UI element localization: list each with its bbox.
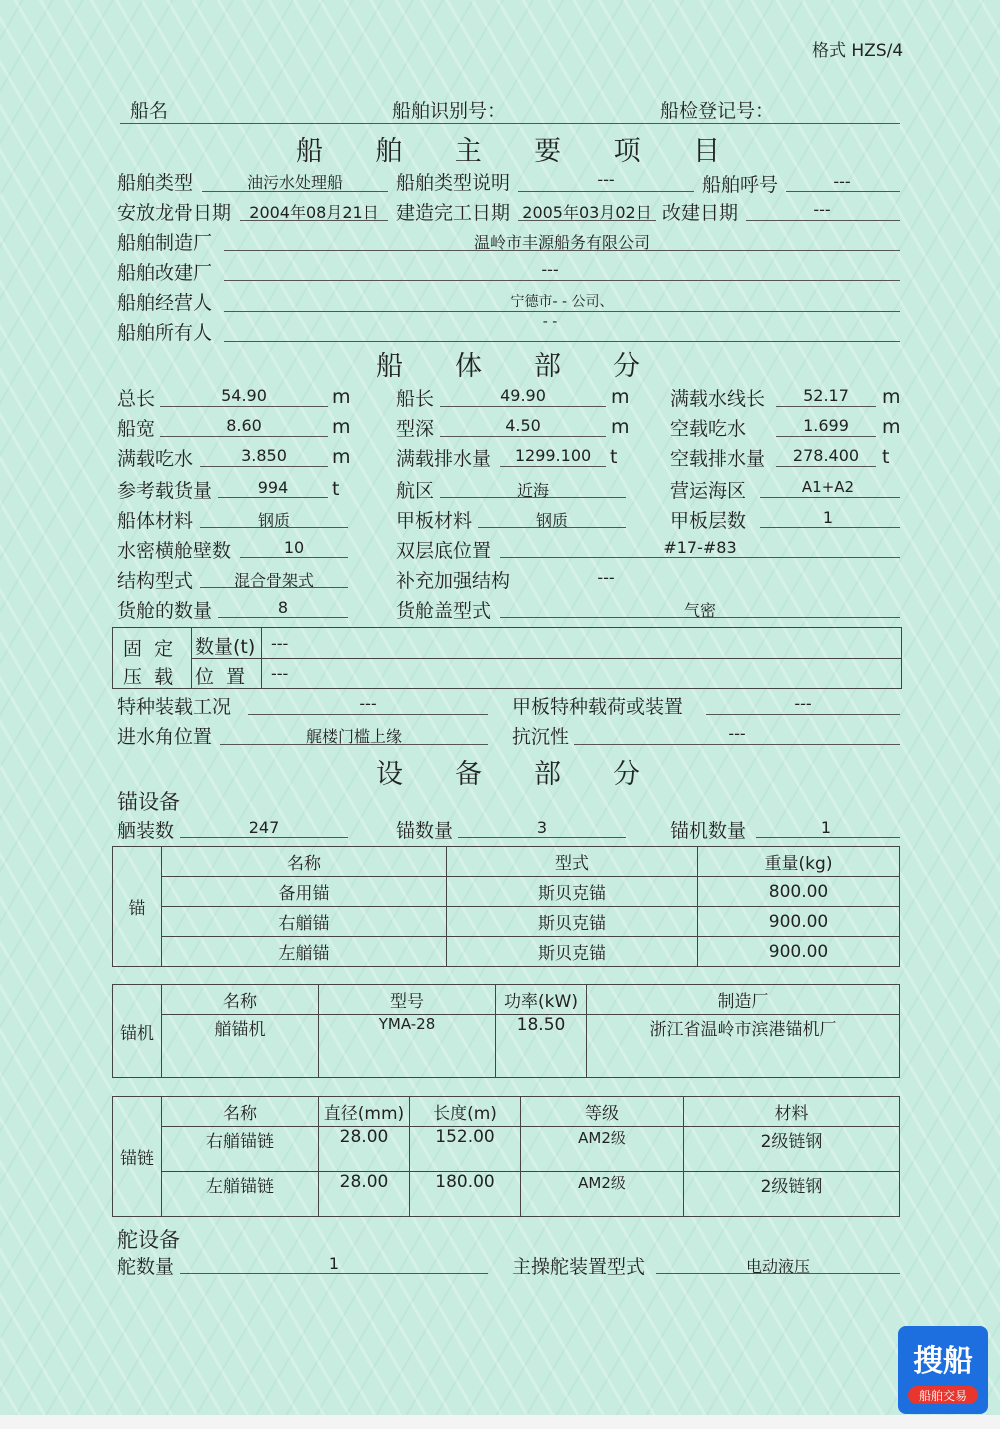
col-header: 功率(kW) (496, 985, 587, 1015)
table-row (113, 937, 900, 967)
anchor-count-value: 3 (536, 818, 548, 837)
cell: 右艏锚 (162, 907, 447, 937)
ship-id-label: 船舶识别号： (392, 100, 507, 122)
underline (218, 617, 348, 618)
builder-value: 温岭市丰源船务有限公司 (473, 233, 650, 252)
unit-t: t (882, 446, 890, 468)
underline (776, 436, 876, 437)
underline (518, 191, 694, 192)
table-row (113, 907, 900, 937)
full-disp-label: 满载排水量 (396, 448, 492, 470)
rebuilder-label: 船舶改建厂 (117, 262, 213, 284)
op-area-value: A1+A2 (801, 478, 855, 496)
cell: 斯贝克锚 (447, 937, 698, 967)
ship-type-label: 船舶类型 (117, 172, 194, 194)
underline (224, 341, 900, 342)
depth-label: 型深 (396, 418, 435, 440)
light-draft-value: 1.699 (803, 416, 849, 435)
underline (200, 587, 348, 588)
table-row (113, 877, 900, 907)
heading-char: 舶 (375, 136, 403, 167)
keel-date-label: 安放龙骨日期 (117, 202, 232, 224)
logo-sub-text: 船舶交易 (918, 1389, 967, 1403)
ship-type-value: 油污水处理船 (246, 173, 343, 192)
ballast-title-2: 压 载 (123, 666, 174, 688)
col-header: 制造厂 (587, 985, 900, 1015)
underline (756, 837, 900, 838)
underline (202, 191, 388, 192)
holds-label: 货舱的数量 (117, 600, 213, 622)
unit-m: m (332, 416, 351, 438)
underline (200, 527, 348, 528)
section-hull-heading (376, 344, 640, 383)
loa-label: 总长 (117, 388, 156, 410)
unit-m: m (882, 416, 901, 438)
type-desc-value: --- (597, 170, 615, 189)
rudder-count-label: 舵数量 (117, 1256, 175, 1278)
ballast-qty-label: 数量(t) (195, 636, 256, 658)
heading-char: 要 (534, 136, 562, 167)
col-header: 名称 (162, 985, 319, 1015)
operator-label: 船舶经营人 (117, 292, 213, 314)
underline (656, 1273, 900, 1274)
hatch-label: 货舱盖型式 (396, 600, 492, 622)
unit-m: m (332, 386, 351, 408)
loa-value: 54.90 (221, 386, 267, 405)
cell: 斯贝克锚 (447, 907, 698, 937)
ballast-title-1: 固 定 (123, 638, 174, 660)
rebuilder-value: --- (541, 260, 559, 279)
light-disp-label: 空载排水量 (670, 448, 766, 470)
length-label: 船长 (396, 388, 435, 410)
underline (248, 714, 488, 715)
steering-gear-label: 主操舵装置型式 (512, 1256, 646, 1278)
col-header: 型式 (447, 847, 698, 877)
bulkheads-value: 10 (283, 538, 305, 557)
call-sign-value: --- (833, 172, 851, 191)
heading-char: 备 (455, 759, 482, 790)
unit-t: t (610, 446, 618, 468)
cell: 900.00 (698, 937, 900, 967)
underline (160, 436, 328, 437)
underline (746, 220, 900, 221)
reg-no-label: 船检登记号： (660, 100, 775, 122)
special-load-label: 特种装载工况 (117, 696, 232, 718)
anchor-count-label: 锚数量 (396, 820, 454, 842)
heading-char: 设 (376, 759, 403, 790)
heading-char: 项 (613, 136, 641, 167)
heading-char: 体 (455, 351, 482, 382)
underline (776, 466, 876, 467)
underline (180, 837, 348, 838)
unit-m: m (332, 446, 351, 468)
underline (500, 557, 900, 558)
underline (240, 220, 388, 221)
underline (180, 1273, 488, 1274)
ship-name-label: 船名 (130, 100, 169, 122)
hull-material-label: 船体材料 (117, 510, 194, 532)
reinforce-value: --- (597, 568, 615, 587)
flood-angle-label: 进水角位置 (117, 726, 213, 748)
windlass-table (112, 984, 900, 1078)
cell: AM2级 (521, 1172, 684, 1217)
soship-logo (898, 1326, 988, 1414)
chain-table (112, 1096, 900, 1217)
full-draft-label: 满载吃水 (117, 448, 194, 470)
anchor-side-label: 锚 (113, 847, 162, 967)
deck-material-label: 甲板材料 (396, 510, 473, 532)
heading-char: 部 (534, 759, 561, 790)
full-disp-value: 1299.100 (514, 446, 592, 465)
cell: 18.50 (496, 1015, 587, 1078)
underline (220, 744, 488, 745)
wl-length-label: 满载水线长 (670, 388, 766, 410)
anchor-title: 锚设备 (117, 790, 180, 814)
hull-material-value: 钢质 (257, 511, 290, 530)
ballast-pos-label: 位 置 (195, 666, 246, 688)
windlass-count-value: 1 (820, 818, 832, 837)
call-sign-label: 船舶呼号 (702, 174, 779, 196)
ballast-pos-value: --- (271, 664, 289, 683)
underline (240, 557, 348, 558)
deck-special-label: 甲板特种载荷或装置 (512, 696, 684, 718)
heading-char: 部 (534, 351, 561, 382)
cargo-value: 994 (257, 478, 289, 497)
cell: 2级链钢 (684, 1127, 900, 1172)
form-code: 格式 HZS/4 (812, 41, 904, 61)
underline (224, 280, 900, 281)
structure-label: 结构型式 (117, 570, 194, 592)
rebuild-date-label: 改建日期 (662, 202, 739, 224)
underline (760, 527, 900, 528)
underline (224, 250, 900, 251)
cell: 备用锚 (162, 877, 447, 907)
col-header: 名称 (162, 847, 447, 877)
holds-value: 8 (277, 598, 289, 617)
cell: 900.00 (698, 907, 900, 937)
double-bottom-label: 双层底位置 (396, 540, 492, 562)
hatch-value: 气密 (683, 601, 716, 620)
heading-char: 船 (376, 351, 403, 382)
cell: 152.00 (410, 1127, 521, 1172)
windlass-count-label: 锚机数量 (670, 820, 747, 842)
unit-m: m (611, 386, 630, 408)
unsinkability-label: 抗沉性 (512, 726, 570, 748)
windlass-side-label: 锚机 (113, 985, 162, 1078)
type-desc-label: 船舶类型说明 (396, 172, 511, 194)
col-header: 名称 (162, 1097, 319, 1127)
heading-char: 目 (692, 136, 720, 167)
table-row (113, 1127, 900, 1172)
flood-angle-value: 艉楼门槛上缘 (305, 727, 402, 746)
scan-edge (0, 1415, 1000, 1429)
cell: 斯贝克锚 (447, 877, 698, 907)
cell: YMA-28 (319, 1015, 496, 1078)
nav-area-label: 航区 (396, 480, 435, 502)
underline (200, 466, 328, 467)
anchor-table (112, 846, 900, 967)
fixed-ballast-box (112, 627, 902, 689)
cell: 28.00 (319, 1172, 410, 1217)
unit-m: m (882, 386, 901, 408)
breadth-value: 8.60 (226, 416, 262, 435)
underline (458, 837, 626, 838)
top-rule (120, 123, 900, 124)
rudder-title: 舵设备 (117, 1228, 180, 1252)
col-header: 材料 (684, 1097, 900, 1127)
length-value: 49.90 (500, 386, 546, 405)
operator-value: 宁德市- - 公司、 (510, 294, 614, 310)
underline (478, 527, 626, 528)
col-header: 直径(mm) (319, 1097, 410, 1127)
underline (760, 497, 900, 498)
reinforce-label: 补充加强结构 (396, 570, 511, 592)
heading-char: 分 (613, 759, 640, 790)
full-draft-value: 3.850 (241, 446, 287, 465)
ballast-qty-value: --- (271, 634, 289, 653)
cell: 2级链钢 (684, 1172, 900, 1217)
table-row (113, 1172, 900, 1217)
outfit-label: 舾装数 (117, 820, 175, 842)
underline (218, 497, 328, 498)
rebuild-date-value: --- (813, 200, 831, 219)
structure-value: 混合骨架式 (233, 571, 314, 590)
col-header: 重量(kg) (698, 847, 900, 877)
underline (440, 497, 626, 498)
cell: 浙江省温岭市滨港锚机厂 (587, 1015, 900, 1078)
breadth-label: 船宽 (117, 418, 156, 440)
underline (574, 744, 900, 745)
underline (440, 406, 606, 407)
depth-value: 4.50 (505, 416, 541, 435)
deck-material-value: 钢质 (535, 511, 568, 530)
owner-value: - - (542, 314, 558, 330)
wl-length-value: 52.17 (803, 386, 849, 405)
section-main-heading (296, 129, 720, 168)
underline (706, 714, 900, 715)
underline (500, 617, 900, 618)
cargo-label: 参考载货量 (117, 480, 213, 502)
deck-layers-value: 1 (822, 508, 834, 527)
owner-label: 船舶所有人 (117, 322, 213, 344)
divider (191, 658, 901, 659)
bulkheads-label: 水密横舱壁数 (117, 540, 232, 562)
keel-date-value: 2004年08月21日 (249, 203, 379, 222)
cell: 28.00 (319, 1127, 410, 1172)
deck-special-value: --- (794, 694, 812, 713)
col-header: 型号 (319, 985, 496, 1015)
cell: 艏锚机 (162, 1015, 319, 1078)
light-disp-value: 278.400 (792, 446, 860, 465)
builder-label: 船舶制造厂 (117, 232, 213, 254)
logo-main-text: 搜船 (913, 1344, 973, 1379)
col-header: 长度(m) (410, 1097, 521, 1127)
table-row (113, 1015, 900, 1078)
outfit-value: 247 (248, 818, 280, 837)
nav-area-value: 近海 (516, 481, 549, 500)
cell: 800.00 (698, 877, 900, 907)
heading-char: 分 (613, 351, 640, 382)
deck-layers-label: 甲板层数 (670, 510, 747, 532)
complete-date-label: 建造完工日期 (396, 202, 511, 224)
heading-char: 主 (454, 136, 482, 167)
unit-t: t (332, 478, 340, 500)
steering-gear-value: 电动液压 (745, 1257, 810, 1276)
heading-char: 船 (296, 136, 323, 167)
complete-date-value: 2005年03月02日 (522, 203, 652, 222)
unsinkability-value: --- (728, 724, 746, 743)
chain-side-label: 锚链 (113, 1097, 162, 1217)
underline (776, 406, 876, 407)
light-draft-label: 空载吃水 (670, 418, 747, 440)
cell: 左艏锚 (162, 937, 447, 967)
underline (224, 311, 900, 312)
section-equipment-heading (376, 752, 640, 791)
underline (440, 436, 606, 437)
op-area-label: 营运海区 (670, 480, 747, 502)
special-load-value: --- (359, 694, 377, 713)
unit-m: m (611, 416, 630, 438)
cell: 右艏锚链 (162, 1127, 319, 1172)
underline (518, 220, 656, 221)
cell: AM2级 (521, 1127, 684, 1172)
underline (160, 406, 328, 407)
rudder-count-value: 1 (328, 1254, 340, 1273)
col-header: 等级 (521, 1097, 684, 1127)
double-bottom-value: #17-#83 (663, 538, 737, 557)
cell: 180.00 (410, 1172, 521, 1217)
cell: 左艏锚链 (162, 1172, 319, 1217)
underline (786, 191, 900, 192)
underline (500, 466, 606, 467)
